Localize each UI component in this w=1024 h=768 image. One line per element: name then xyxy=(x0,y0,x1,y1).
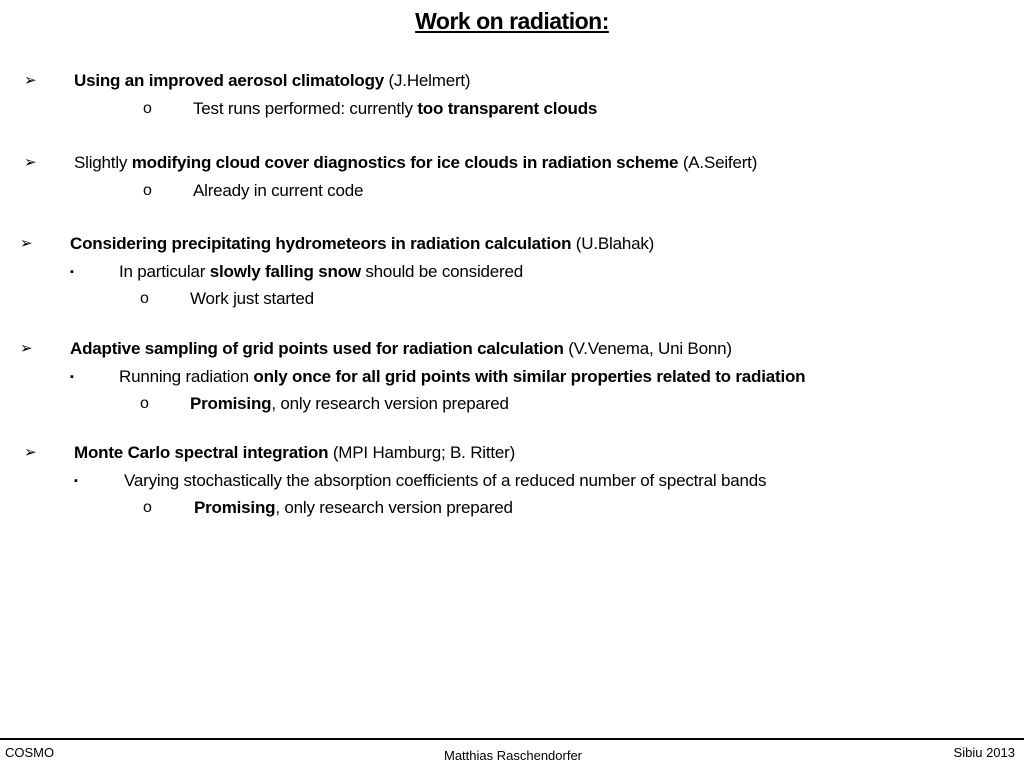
sub-bullet-running-radiation xyxy=(119,366,805,388)
sub-bullet-text: Test runs performed: currently xyxy=(193,99,418,118)
arrow-bullet-icon: ➢ xyxy=(20,235,33,252)
bullet-author: (V.Venema, Uni Bonn) xyxy=(563,339,732,358)
square-bullet-icon: ▪ xyxy=(70,371,74,383)
circle-bullet-icon: o xyxy=(140,395,149,412)
sub-bullet-bold-text: too transparent clouds xyxy=(417,99,598,118)
footer-author: Matthias Raschendorfer xyxy=(444,748,583,763)
arrow-bullet-icon: ➢ xyxy=(24,72,37,89)
bullet-bold-text: Monte Carlo spectral integration xyxy=(74,443,329,462)
circle-bullet-icon: o xyxy=(143,499,152,516)
arrow-bullet-icon: ➢ xyxy=(20,340,33,357)
sub-sub-bullet-promising xyxy=(194,497,513,519)
arrow-bullet-icon: ➢ xyxy=(24,444,37,461)
bullet-aerosol-climatology xyxy=(74,70,470,92)
bullet-text: Slightly xyxy=(74,153,132,172)
sub-bullet-bold-text: slowly falling snow xyxy=(209,262,361,281)
bullet-cloud-cover-diagnostics xyxy=(74,152,757,174)
sub-bullet-falling-snow xyxy=(119,261,523,283)
bullet-adaptive-sampling xyxy=(70,338,732,360)
bullet-bold-text: Considering precipitating hydrometeors in radiation calculation xyxy=(70,234,572,253)
circle-bullet-icon: o xyxy=(143,182,152,199)
sub-bullet-text: should be considered xyxy=(360,262,523,281)
arrow-bullet-icon: ➢ xyxy=(24,154,37,171)
square-bullet-icon: ▪ xyxy=(74,475,78,487)
bullet-author: (A.Seifert) xyxy=(678,153,758,172)
sub-bullet-current-code xyxy=(193,180,363,202)
sub-bullet-text: Varying stochastically the absorption coefficients of a reduced number of spectral bands xyxy=(124,471,767,490)
bullet-bold-text: Adaptive sampling of grid points used for radiation calculation xyxy=(70,339,564,358)
sub-bullet-test-runs xyxy=(193,98,597,120)
circle-bullet-icon: o xyxy=(140,290,149,307)
sub-bullet-text: Running radiation xyxy=(119,367,254,386)
sub-bullet-absorption-coefficients xyxy=(124,470,766,492)
sub-bullet-text: , only research version prepared xyxy=(271,394,509,413)
circle-bullet-icon: o xyxy=(143,100,152,117)
footer-divider xyxy=(0,738,1024,740)
sub-bullet-bold-text: only once for all grid points with similar properties related to radiation xyxy=(253,367,806,386)
bullet-monte-carlo xyxy=(74,442,515,464)
slide-title: Work on radiation: xyxy=(415,8,609,34)
bullet-author: (J.Helmert) xyxy=(384,71,471,90)
sub-sub-bullet-work-started xyxy=(190,288,314,310)
bullet-author: (MPI Hamburg; B. Ritter) xyxy=(328,443,516,462)
footer-event: Sibiu 2013 xyxy=(953,745,1015,760)
bullet-bold-text: Using an improved aerosol climatology xyxy=(74,71,385,90)
bullet-precipitating-hydrometeors xyxy=(70,233,654,255)
sub-bullet-bold-text: Promising xyxy=(194,498,276,517)
bullet-author: (U.Blahak) xyxy=(571,234,655,253)
sub-bullet-text: In particular xyxy=(119,262,210,281)
square-bullet-icon: ▪ xyxy=(70,266,74,278)
footer-organization: COSMO xyxy=(5,745,55,760)
sub-bullet-text: , only research version prepared xyxy=(275,498,513,517)
sub-bullet-text: Work just started xyxy=(190,289,314,308)
sub-sub-bullet-promising xyxy=(190,393,509,415)
sub-bullet-text: Already in current code xyxy=(193,181,364,200)
sub-bullet-bold-text: Promising xyxy=(190,394,272,413)
bullet-bold-text: modifying cloud cover diagnostics for ice clouds in radiation scheme xyxy=(131,153,679,172)
